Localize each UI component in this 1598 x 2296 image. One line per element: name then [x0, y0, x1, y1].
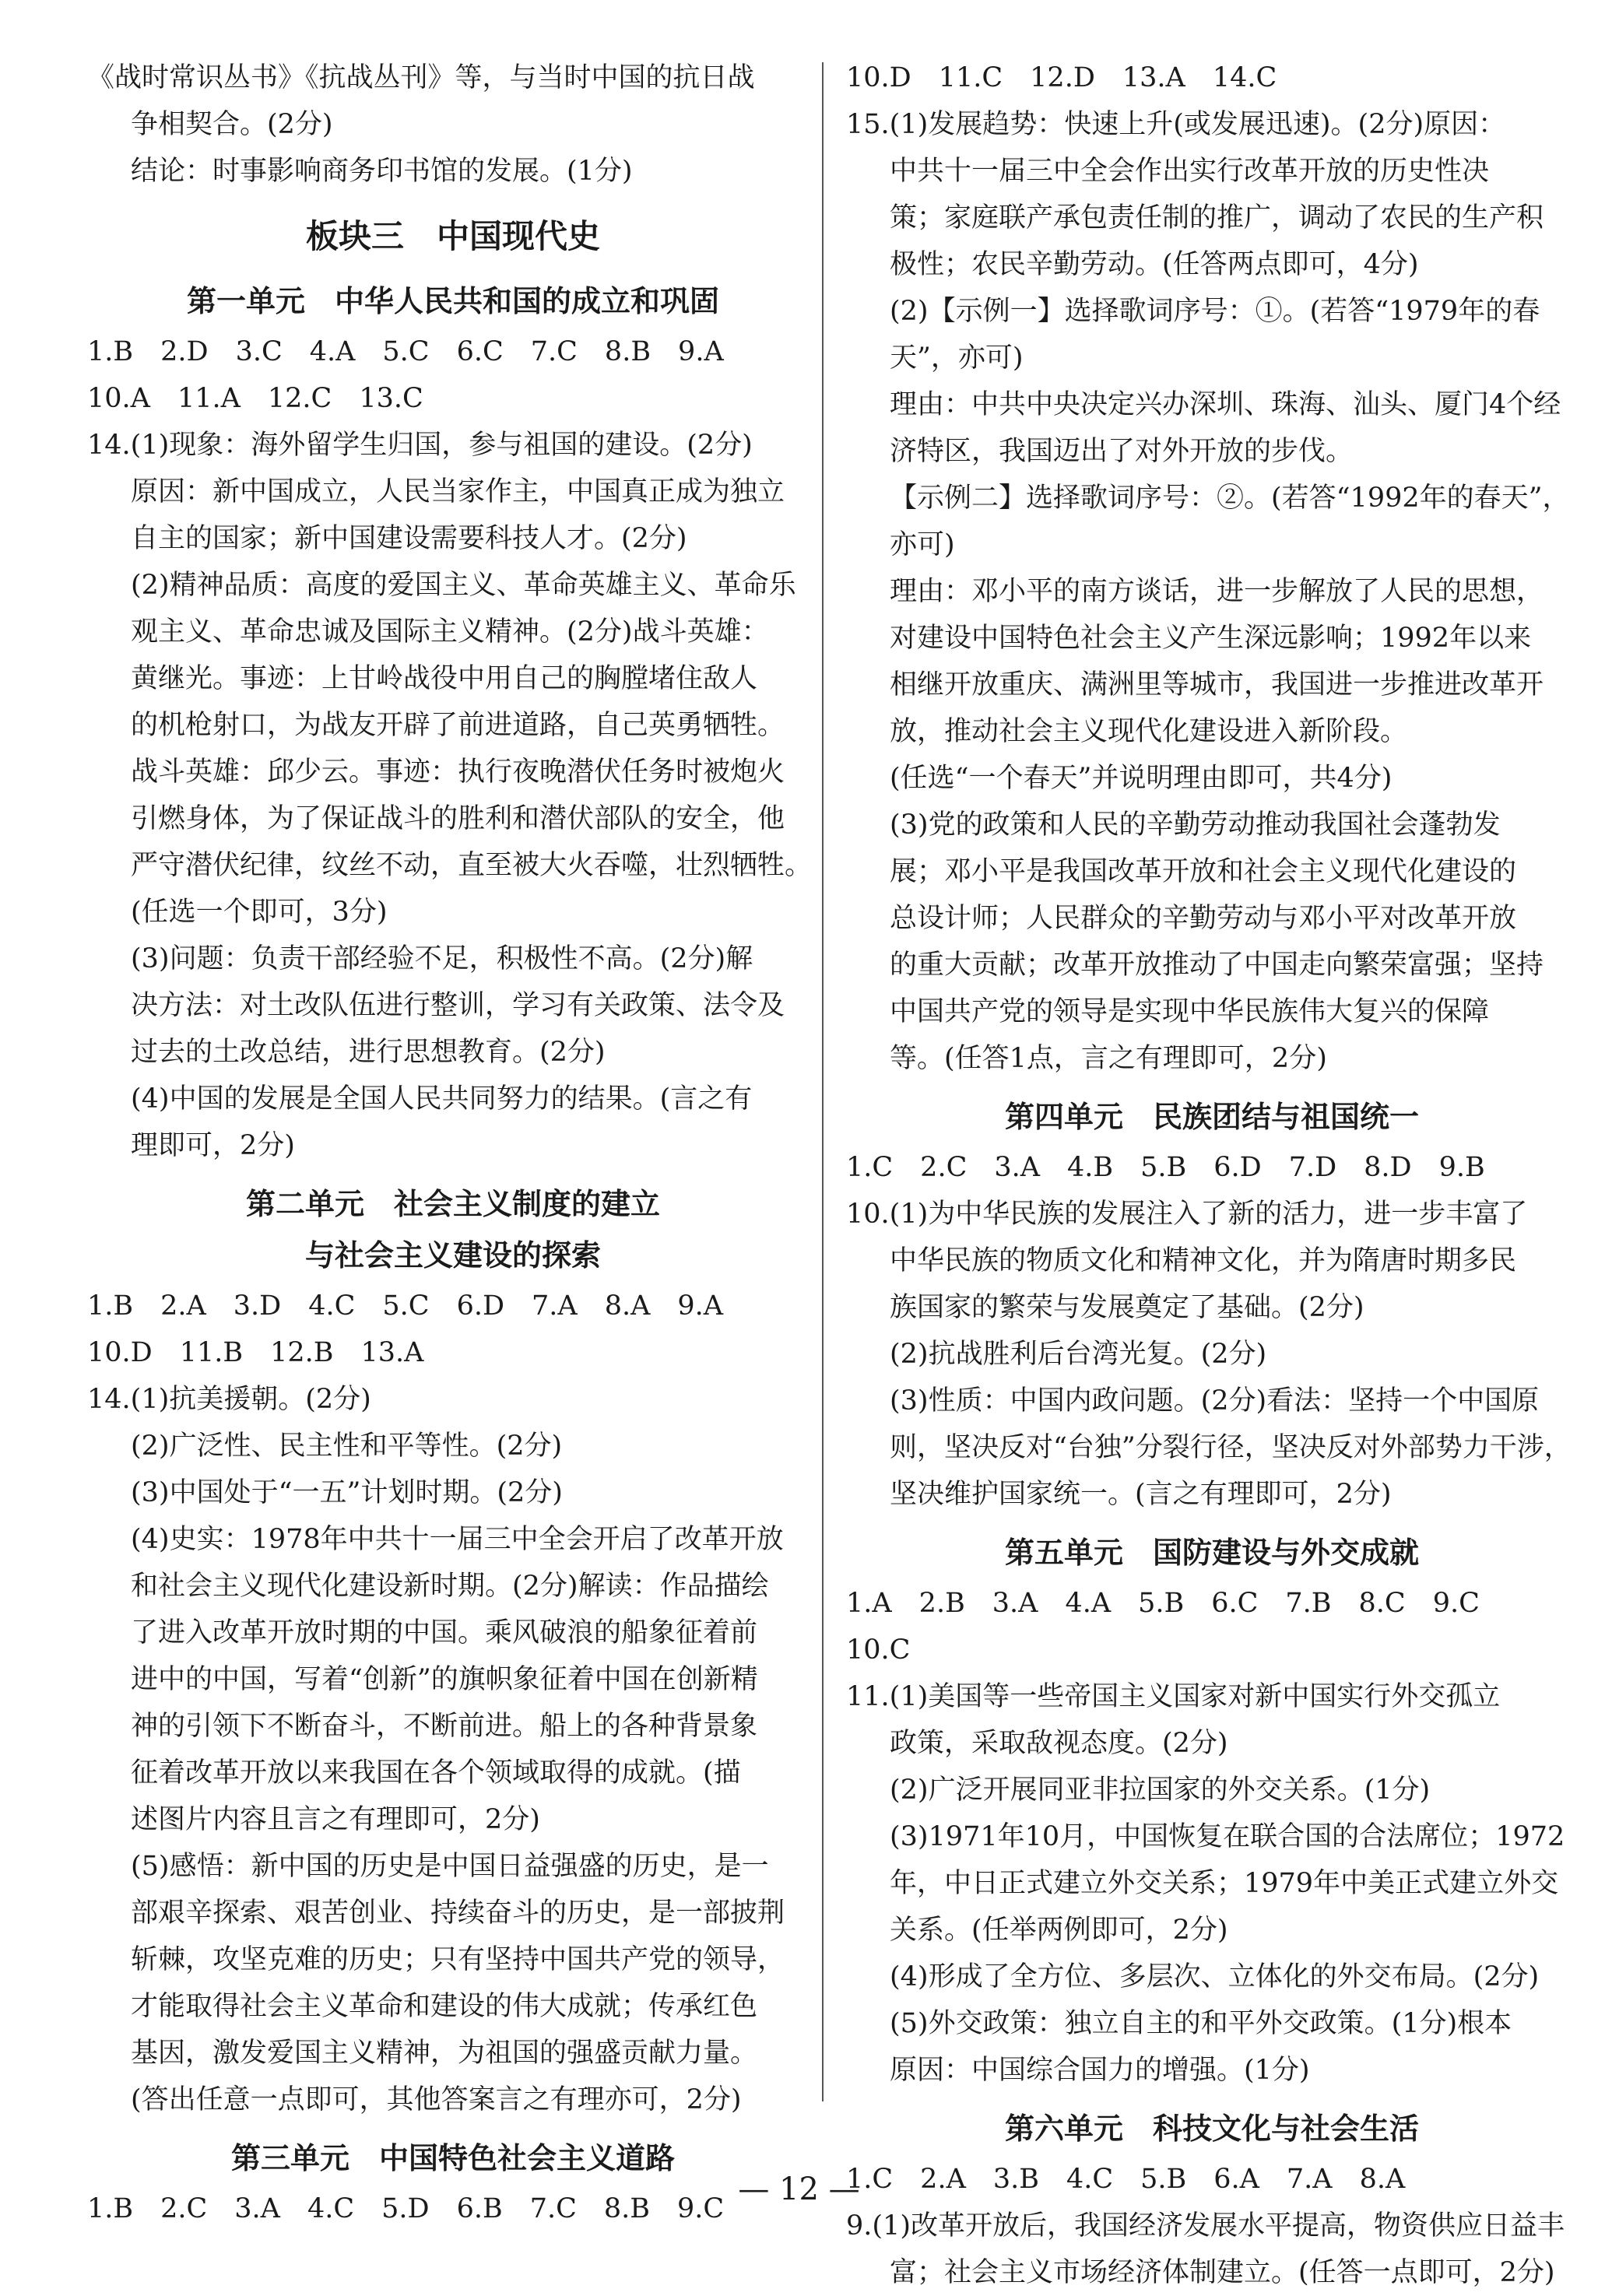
text-line: (4)形成了全方位、多层次、立体化的外交布局。(2分)	[890, 1961, 1540, 1992]
section-title: 板块三 中国现代史	[305, 217, 600, 255]
text-line: 理由：中共中央决定兴办深圳、珠海、汕头、厦门4个经	[890, 389, 1561, 420]
text-line: 《战时常识丛书》《抗战丛刊》等，与当时中国的抗日战	[87, 62, 755, 93]
text-line: 观主义、革命忠诚及国际主义精神。(2分)战斗英雄：	[131, 616, 769, 648]
text-line: 等。(任答1点，言之有理即可，2分)	[890, 1043, 1327, 1074]
unit-title: 第五单元 国防建设与外交成就	[1004, 1536, 1419, 1570]
text-line: 14.(1)现象：海外留学生归国，参与祖国的建设。(2分)	[87, 430, 753, 461]
text-line: 才能取得社会主义革命和建设的伟大成就；传承红色	[131, 1991, 758, 2022]
text-line: 放，推动社会主义现代化建设进入新阶段。	[890, 716, 1408, 747]
left-column	[87, 54, 819, 2232]
answer-line: 1.C 2.C 3.A 4.B 5.B 6.D 7.D 8.D 9.B	[846, 1152, 1485, 1183]
text-line: 则，坚决反对“台独”分裂行径，坚决反对外部势力干涉，	[890, 1432, 1572, 1463]
text-line: (2)精神品质：高度的爱国主义、革命英雄主义、革命乐	[131, 570, 796, 601]
text-line: 年，中日正式建立外交关系；1979年中美正式建立外交	[890, 1868, 1559, 1899]
text-line: 部艰辛探索、艰苦创业、持续奋斗的历史，是一部披荆	[131, 1898, 785, 1929]
text-line: 对建设中国特色社会主义产生深远影响；1992年以来	[890, 623, 1532, 654]
text-line: 的机枪射口，为战友开辟了前进道路，自己英勇牺牲。	[131, 710, 785, 741]
column-divider	[822, 62, 824, 2101]
answer-line: 1.B 2.D 3.C 4.A 5.C 6.C 7.C 8.B 9.A	[87, 336, 724, 367]
text-line: 自主的国家；新中国建设需要科技人才。(2分)	[131, 523, 687, 554]
text-line: (2)广泛开展同亚非拉国家的外交关系。(1分)	[890, 1775, 1431, 1806]
text-line: 中华民族的物质文化和精神文化，并为隋唐时期多民	[890, 1245, 1517, 1276]
unit-title: 与社会主义建设的探索	[304, 1238, 601, 1273]
text-line: 15.(1)发展趋势：快速上升(或发展迅速)。(2分)原因：	[846, 109, 1506, 140]
text-line: 神的引领下不断奋斗，不断前进。船上的各种背景象	[131, 1711, 758, 1742]
text-line: (3)问题：负责干部经验不足，积极性不高。(2分)解	[131, 943, 753, 974]
text-line: (2)广泛性、民主性和平等性。(2分)	[131, 1431, 563, 1462]
text-line: (5)感悟：新中国的历史是中国日益强盛的历史，是一	[131, 1851, 769, 1882]
text-line: 极性；农民辛勤劳动。(任答两点即可，4分)	[890, 249, 1419, 280]
text-line: 过去的土改总结，进行思想教育。(2分)	[131, 1037, 606, 1068]
text-line: 中共十一届三中全会作出实行改革开放的历史性决	[890, 156, 1490, 187]
text-line: 原因：新中国成立，人民当家作主，中国真正成为独立	[131, 476, 785, 507]
text-line: 的重大贡献；改革开放推动了中国走向繁荣富强；坚持	[890, 950, 1544, 981]
text-line: 14.(1)抗美援朝。(2分)	[87, 1384, 371, 1415]
page-number: — 12 —	[738, 2171, 860, 2207]
text-line: 战斗英雄：邱少云。事迹：执行夜晚潜伏任务时被炮火	[131, 757, 785, 788]
text-line: (2)抗战胜利后台湾光复。(2分)	[890, 1339, 1267, 1370]
answer-line: 1.A 2.B 3.A 4.A 5.B 6.C 7.B 8.C 9.C	[846, 1588, 1480, 1619]
text-line: 族国家的繁荣与发展奠定了基础。(2分)	[890, 1292, 1364, 1323]
answer-line: 10.A 11.A 12.C 13.C	[87, 383, 423, 414]
unit-title: 第二单元 社会主义制度的建立	[245, 1187, 660, 1221]
answer-line: 10.C	[846, 1634, 911, 1666]
text-line: 征着改革开放以来我国在各个领域取得的成就。(描	[131, 1757, 741, 1789]
text-line: 相继开放重庆、满洲里等城市，我国进一步推进改革开	[890, 669, 1544, 700]
text-line: 关系。(任举两例即可，2分)	[890, 1915, 1228, 1946]
text-line: 原因：中国综合国力的增强。(1分)	[890, 2055, 1310, 2086]
text-line: 总设计师；人民群众的辛勤劳动与邓小平对改革开放	[890, 903, 1517, 934]
answer-line: 10.D 11.B 12.B 13.A	[87, 1337, 424, 1368]
text-line: (3)性质：中国内政问题。(2分)看法：坚持一个中国原	[890, 1385, 1540, 1417]
text-line: 济特区，我国迈出了对外开放的步伐。	[890, 436, 1354, 467]
text-line: 决方法：对土改队伍进行整训，学习有关政策、法令及	[131, 990, 785, 1021]
text-line: (4)中国的发展是全国人民共同努力的结果。(言之有	[131, 1083, 753, 1115]
text-line: 富；社会主义市场经济体制建立。(任答一点即可，2分)	[890, 2257, 1555, 2288]
text-line: 11.(1)美国等一些帝国主义国家对新中国实行外交孤立	[846, 1681, 1501, 1712]
text-line: (2)【示例一】选择歌词序号：①。(若答“1979年的春	[890, 296, 1540, 327]
text-line: 基因，激发爱国主义精神，为祖国的强盛贡献力量。	[131, 2038, 758, 2069]
answer-line: 1.B 2.A 3.D 4.C 5.C 6.D 7.A 8.A 9.A	[87, 1290, 724, 1322]
text-line: 争相契合。(2分)	[131, 109, 333, 140]
text-line: 【示例二】选择歌词序号：②。(若答“1992年的春天”，	[890, 483, 1570, 514]
text-line: (任选“一个春天”并说明理由即可，共4分)	[890, 763, 1393, 794]
text-line: 严守潜伏纪律，纹丝不动，直至被大火吞噬，壮烈牺牲。	[131, 850, 813, 881]
text-line: 理由：邓小平的南方谈话，进一步解放了人民的思想，	[890, 576, 1544, 607]
right-column	[846, 54, 1578, 2296]
text-line: (3)1971年10月，中国恢复在联合国的合法席位；1972	[890, 1821, 1565, 1852]
text-line: (3)党的政策和人民的辛勤劳动推动我国社会蓬勃发	[890, 809, 1501, 841]
text-line: 结论：时事影响商务印书馆的发展。(1分)	[131, 156, 633, 187]
unit-title: 第六单元 科技文化与社会生活	[1004, 2112, 1419, 2146]
text-line: (任选一个即可，3分)	[131, 897, 388, 928]
text-line: 黄继光。事迹：上甘岭战役中用自己的胸膛堵住敌人	[131, 663, 758, 694]
text-line: 策；家庭联产承包责任制的推广，调动了农民的生产积	[890, 202, 1544, 233]
text-line: 述图片内容且言之有理即可，2分)	[131, 1804, 540, 1835]
text-line: 天”，亦可)	[890, 342, 1024, 374]
unit-title: 第四单元 民族团结与祖国统一	[1004, 1100, 1419, 1134]
text-line: (5)外交政策：独立自主的和平外交政策。(1分)根本	[890, 2008, 1512, 2039]
text-line: (3)中国处于“一五”计划时期。(2分)	[131, 1477, 563, 1508]
text-line: 坚决维护国家统一。(言之有理即可，2分)	[890, 1479, 1392, 1510]
unit-title: 第一单元 中华人民共和国的成立和巩固	[186, 284, 719, 318]
answer-line: 1.C 2.A 3.B 4.C 5.B 6.A 7.A 8.A	[846, 2164, 1406, 2195]
text-line: 中国共产党的领导是实现中华民族伟大复兴的保障	[890, 996, 1490, 1027]
text-line: 展；邓小平是我国改革开放和社会主义现代化建设的	[890, 856, 1517, 887]
answer-line: 1.B 2.C 3.A 4.C 5.D 6.B 7.C 8.B 9.C	[87, 2193, 725, 2224]
text-line: 政策，采取敌视态度。(2分)	[890, 1728, 1228, 1759]
text-line: 10.(1)为中华民族的发展注入了新的活力，进一步丰富了	[846, 1199, 1528, 1230]
unit-title: 第三单元 中国特色社会主义道路	[230, 2141, 675, 2175]
text-line: (答出任意一点即可，其他答案言之有理亦可，2分)	[131, 2084, 742, 2115]
text-line: 进中的中国，写着“创新”的旗帜象征着中国在创新精	[131, 1664, 758, 1695]
text-line: 9.(1)改革开放后，我国经济发展水平提高，物资供应日益丰	[846, 2210, 1565, 2242]
text-line: (4)史实：1978年中共十一届三中全会开启了改革开放	[131, 1524, 784, 1555]
text-line: 了进入改革开放时期的中国。乘风破浪的船象征着前	[131, 1617, 758, 1648]
text-line: 和社会主义现代化建设新时期。(2分)解读：作品描绘	[131, 1571, 769, 1602]
answer-line: 10.D 11.C 12.D 13.A 14.C	[846, 62, 1277, 93]
text-line: 亦可)	[890, 529, 955, 560]
text-line: 斩棘，攻坚克难的历史；只有坚持中国共产党的领导，	[131, 1944, 785, 1975]
text-line: 理即可，2分)	[131, 1130, 295, 1161]
text-line: 引燃身体，为了保证战斗的胜利和潜伏部队的安全，他	[131, 803, 785, 834]
